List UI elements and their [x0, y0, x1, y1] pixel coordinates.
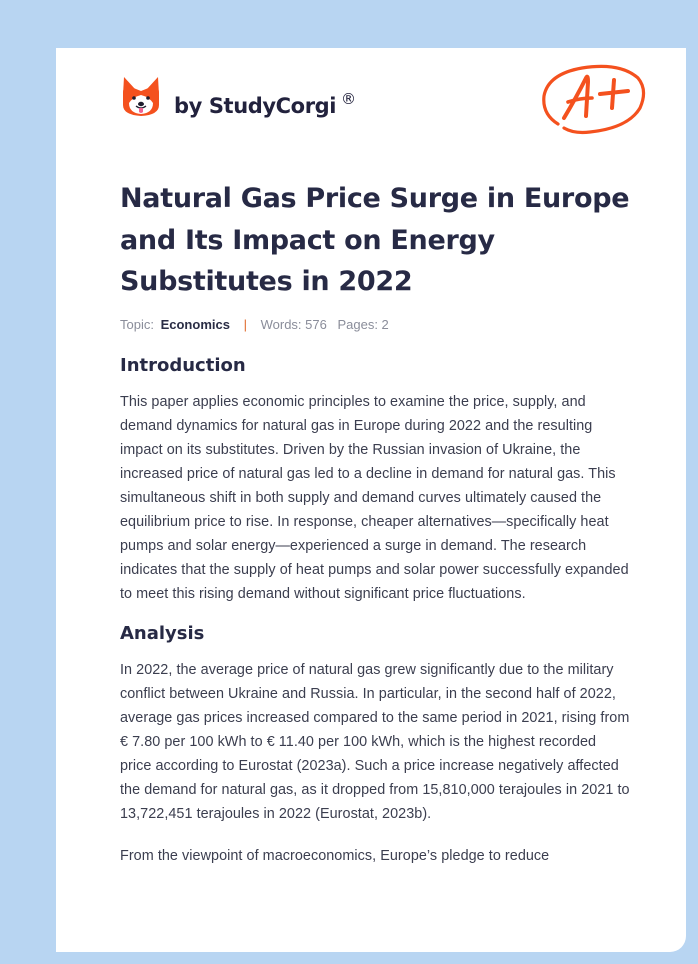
section-heading-analysis: Analysis	[120, 622, 205, 644]
studycorgi-logo-link[interactable]	[121, 75, 161, 119]
word-count: Words: 576	[260, 316, 327, 332]
topic-label: Topic:	[120, 316, 154, 332]
page-title: Natural Gas Price Surge in Europe and Its Impact on Energy Substitutes in 2022	[120, 183, 630, 297]
meta-separator: |	[243, 316, 247, 332]
analysis-paragraph-1: In 2022, the average price of natural gas grew significantly due to the military conflict between Ukraine and Russia. In particular, in the second half of 2022, average gas prices increased compared to the same period in 2021, rising from € 7.80 per 100 kWh to € 11.40 per 100 kWh, which is the highest recorded price according to Eurostat (2023a). Such a price increase negatively affected the demand for natural gas, as it dropped from 15,810,000 terajoules in 2021 to 13,722,451 terajoules in 2022 (Eurostat, 2023b).	[120, 661, 630, 822]
analysis-paragraph-2: From the viewpoint of macroeconomics, Europe’s pledge to reduce	[120, 847, 550, 864]
corgi-logo-icon	[121, 75, 161, 119]
section-heading-introduction: Introduction	[120, 354, 246, 376]
header	[56, 48, 686, 158]
registered-mark: ®	[341, 90, 356, 108]
article-meta	[120, 317, 630, 332]
brand-name: by StudyCorgi	[174, 94, 337, 118]
a-plus-grade-icon	[538, 58, 648, 145]
article-content	[120, 178, 630, 868]
article-card	[56, 48, 686, 952]
topic-link[interactable]: Economics	[160, 316, 230, 332]
introduction-paragraph: This paper applies economic principles to examine the price, supply, and demand dynamics for natural gas in Europe during 2022 and the resulting impact on its substitutes. Driven by the Russian invasion of Ukraine, the increased price of natural gas led to a decline in demand for natural gas. This simultaneous shift in both supply and demand curves ultimately caused the equilibrium price to rise. In response, cheaper alternatives—specifically heat pumps and solar energy—experienced a surge in demand. The research indicates that the supply of heat pumps and solar power successfully expanded to meet this rising demand without significant price fluctuations.	[120, 393, 629, 602]
page-count: Pages: 2	[337, 316, 389, 332]
